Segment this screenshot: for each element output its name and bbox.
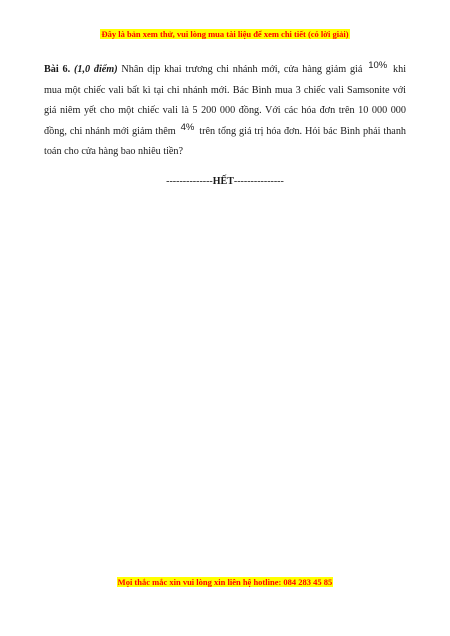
footer-notice-text: Mọi thắc mắc xin vui lòng xin liên hệ hotline: 084 283 45 85: [117, 577, 333, 587]
discount-percent-1: 10%: [368, 60, 388, 71]
problem-text-part3: trên tổng giá trị hóa đơn. Hỏi bác Bình phải thanh toán cho cửa hàng bao nhiêu tiền?: [44, 125, 407, 157]
header-notice-text: Đây là bản xem thử, vui lòng mua tài liệu để xem chi tiết (có lời giải): [101, 29, 349, 39]
end-marker: [0, 176, 450, 187]
problem-points: (1,0 điểm): [73, 64, 118, 75]
problem-text-part2: khi mua một chiếc vali bất kì tại chi nhánh mới. Bác Bình mua 3 chiếc vali Samsonite với giá niêm yết cho một chiếc vali là 5 200 000 đồng. Với các hóa đơn trên 10 000 000 đồng, chi nhánh mới giảm thêm: [44, 64, 407, 137]
discount-percent-2: 4%: [180, 121, 195, 133]
end-right-dashes: ---------------: [233, 176, 284, 187]
problem-text-part1: Nhân dịp khai trương chi nhánh mới, cửa hàng giảm giá: [121, 64, 363, 75]
end-left-dashes: --------------: [166, 176, 213, 187]
problem-block: [44, 60, 406, 163]
header-notice-banner: [0, 29, 450, 39]
problem-number: Bài 6.: [44, 64, 71, 75]
end-word: HẾT: [212, 176, 234, 187]
footer-notice-banner: [0, 577, 450, 587]
